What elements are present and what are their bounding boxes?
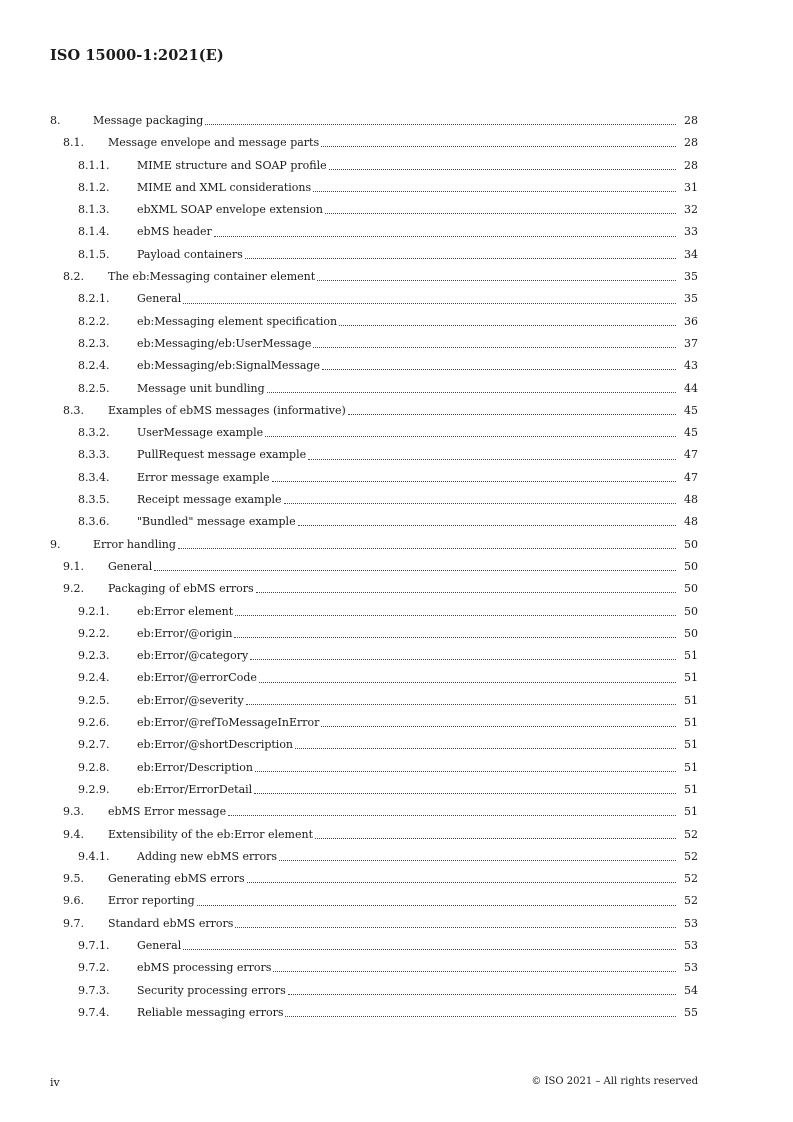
toc-entry-number: 8.3. (63, 403, 84, 417)
toc-entry-number: 8.3.5. (78, 493, 110, 507)
toc-entry-page: 53 (684, 961, 698, 975)
toc-entry-title: MIME structure and SOAP profile (137, 155, 328, 177)
toc-entry-page: 51 (684, 716, 698, 730)
page-number: iv (50, 1076, 60, 1089)
toc-entry-title: Receipt message example (137, 489, 283, 511)
dot-leader (259, 682, 676, 683)
toc-entry-number: 9.7.2. (78, 961, 110, 975)
dot-leader (295, 748, 676, 749)
dot-leader (247, 882, 676, 883)
toc-entry[interactable] (50, 601, 698, 623)
toc-entry-page: 55 (684, 1005, 698, 1019)
toc-entry[interactable] (50, 556, 698, 578)
toc-entry-page: 28 (684, 136, 698, 150)
toc-entry[interactable] (50, 868, 698, 890)
dot-leader (321, 726, 676, 727)
toc-entry[interactable] (50, 110, 698, 132)
document-header: ISO 15000-1:2021(E) (50, 47, 224, 64)
toc-entry-title: Payload containers (137, 244, 244, 266)
toc-entry-page: 53 (684, 938, 698, 952)
toc-entry-number: 9. (50, 537, 61, 551)
toc-entry-page: 45 (684, 426, 698, 440)
toc-entry-title: Examples of ebMS messages (informative) (108, 400, 347, 422)
dot-leader (205, 124, 676, 125)
toc-entry-page: 50 (684, 537, 698, 551)
toc-entry-page: 50 (684, 626, 698, 640)
toc-entry-page: 44 (684, 381, 698, 395)
dot-leader (234, 637, 676, 638)
toc-entry-page: 51 (684, 738, 698, 752)
toc-entry[interactable] (50, 957, 698, 979)
toc-entry[interactable] (50, 690, 698, 712)
toc-entry-number: 8.3.3. (78, 448, 110, 462)
toc-entry-page: 32 (684, 203, 698, 217)
dot-leader (317, 280, 676, 281)
toc-entry-title: eb:Messaging element specification (137, 311, 338, 333)
toc-entry-number: 8.2.3. (78, 336, 110, 350)
toc-entry-page: 33 (684, 225, 698, 239)
toc-entry[interactable] (50, 400, 698, 422)
toc-entry-page: 48 (684, 515, 698, 529)
toc-entry-title: UserMessage example (137, 422, 264, 444)
toc-entry-number: 8.1.1. (78, 158, 110, 172)
toc-entry-title: eb:Error element (137, 601, 234, 623)
dot-leader (273, 971, 676, 972)
toc-entry[interactable] (50, 1002, 698, 1024)
toc-entry[interactable] (50, 244, 698, 266)
toc-entry-page: 52 (684, 849, 698, 863)
dot-leader (313, 191, 676, 192)
toc-entry-title: ebMS header (137, 221, 213, 243)
toc-entry-title: Extensibility of the eb:Error element (108, 824, 314, 846)
dot-leader (214, 236, 676, 237)
toc-entry[interactable] (50, 199, 698, 221)
toc-entry[interactable] (50, 132, 698, 154)
toc-entry-number: 9.2.4. (78, 671, 110, 685)
toc-entry-title: eb:Error/@origin (137, 623, 233, 645)
toc-entry-page: 51 (684, 805, 698, 819)
toc-entry-title: The eb:Messaging container element (108, 266, 316, 288)
dot-leader (285, 1016, 676, 1017)
toc-entry-number: 9.2.5. (78, 693, 110, 707)
toc-entry-number: 8.1.2. (78, 180, 110, 194)
toc-entry-number: 8.2.5. (78, 381, 110, 395)
toc-entry[interactable] (50, 913, 698, 935)
dot-leader (329, 169, 676, 170)
toc-entry-title: Error reporting (108, 890, 196, 912)
toc-entry-page: 47 (684, 470, 698, 484)
toc-entry-title: eb:Error/Description (137, 757, 254, 779)
toc-entry-number: 8.2.2. (78, 314, 110, 328)
toc-entry[interactable] (50, 757, 698, 779)
toc-entry[interactable] (50, 378, 698, 400)
dot-leader (267, 392, 676, 393)
dot-leader (272, 481, 676, 482)
toc-entry[interactable] (50, 444, 698, 466)
toc-entry-number: 9.7.4. (78, 1005, 110, 1019)
toc-entry-page: 35 (684, 292, 698, 306)
toc-entry[interactable] (50, 734, 698, 756)
dot-leader (339, 325, 676, 326)
toc-entry-page: 52 (684, 894, 698, 908)
dot-leader (298, 525, 676, 526)
toc-entry-title: eb:Error/ErrorDetail (137, 779, 253, 801)
toc-entry-number: 9.2.6. (78, 716, 110, 730)
dot-leader (288, 994, 676, 995)
toc-entry[interactable] (50, 511, 698, 533)
toc-entry-page: 43 (684, 359, 698, 373)
toc-entry[interactable] (50, 355, 698, 377)
dot-leader (178, 548, 676, 549)
toc-entry-page: 52 (684, 827, 698, 841)
toc-entry-title: Message unit bundling (137, 378, 266, 400)
toc-entry[interactable] (50, 266, 698, 288)
toc-entry[interactable] (50, 489, 698, 511)
table-of-contents (50, 110, 698, 1024)
dot-leader (322, 369, 676, 370)
dot-leader (256, 592, 676, 593)
toc-entry-title: ebMS processing errors (137, 957, 272, 979)
toc-entry[interactable] (50, 155, 698, 177)
toc-entry-number: 8.2. (63, 270, 84, 284)
toc-entry-page: 31 (684, 180, 698, 194)
dot-leader (321, 146, 676, 147)
dot-leader (279, 860, 676, 861)
toc-entry-page: 37 (684, 336, 698, 350)
toc-entry-title: Error handling (93, 534, 177, 556)
toc-entry-page: 51 (684, 693, 698, 707)
toc-entry-page: 54 (684, 983, 698, 997)
toc-entry-number: 8.3.6. (78, 515, 110, 529)
toc-entry[interactable] (50, 534, 698, 556)
toc-entry-number: 9.2.7. (78, 738, 110, 752)
toc-entry-page: 36 (684, 314, 698, 328)
toc-entry-page: 52 (684, 872, 698, 886)
toc-entry[interactable] (50, 779, 698, 801)
toc-entry-number: 8. (50, 114, 61, 127)
toc-entry-title: eb:Error/@severity (137, 690, 245, 712)
toc-entry-page: 51 (684, 760, 698, 774)
toc-entry[interactable] (50, 667, 698, 689)
toc-entry-page: 51 (684, 649, 698, 663)
dot-leader (228, 815, 676, 816)
dot-leader (284, 503, 676, 504)
toc-entry-number: 8.1.3. (78, 203, 110, 217)
toc-entry[interactable] (50, 333, 698, 355)
toc-entry-number: 9.2.3. (78, 649, 110, 663)
toc-entry-page: 35 (684, 270, 698, 284)
toc-entry-title: PullRequest message example (137, 444, 307, 466)
toc-entry-number: 8.2.4. (78, 359, 110, 373)
toc-entry[interactable] (50, 645, 698, 667)
toc-entry-title: Security processing errors (137, 980, 287, 1002)
toc-entry-title: Message packaging (93, 110, 204, 132)
toc-entry-number: 9.4. (63, 827, 84, 841)
toc-entry[interactable] (50, 935, 698, 957)
dot-leader (348, 414, 676, 415)
copyright-notice: © ISO 2021 – All rights reserved (531, 1076, 698, 1087)
toc-entry[interactable] (50, 467, 698, 489)
toc-entry-title: "Bundled" message example (137, 511, 297, 533)
toc-entry-title: eb:Error/@category (137, 645, 249, 667)
toc-entry-page: 47 (684, 448, 698, 462)
toc-entry-number: 9.2.8. (78, 760, 110, 774)
toc-entry-page: 50 (684, 582, 698, 596)
toc-entry-page: 28 (684, 114, 698, 127)
toc-entry-title: eb:Error/@refToMessageInError (137, 712, 320, 734)
toc-entry[interactable] (50, 288, 698, 310)
dot-leader (308, 459, 676, 460)
toc-entry-number: 8.3.4. (78, 470, 110, 484)
toc-entry-title: eb:Messaging/eb:UserMessage (137, 333, 312, 355)
toc-entry-title: eb:Error/@errorCode (137, 667, 258, 689)
dot-leader (325, 213, 676, 214)
dot-leader (197, 905, 676, 906)
toc-entry-number: 8.3.2. (78, 426, 110, 440)
toc-entry[interactable] (50, 801, 698, 823)
toc-entry-number: 8.1. (63, 136, 84, 150)
toc-entry-title: ebXML SOAP envelope extension (137, 199, 324, 221)
toc-entry-number: 9.7. (63, 916, 84, 930)
dot-leader (265, 436, 676, 437)
dot-leader (255, 771, 676, 772)
toc-entry-title: ebMS Error message (108, 801, 227, 823)
dot-leader (235, 615, 676, 616)
toc-entry-title: Reliable messaging errors (137, 1002, 284, 1024)
toc-entry[interactable] (50, 311, 698, 333)
toc-entry-number: 9.2.9. (78, 782, 110, 796)
toc-entry-number: 9.2.2. (78, 626, 110, 640)
toc-entry-number: 9.7.3. (78, 983, 110, 997)
toc-entry-title: eb:Error/@shortDescription (137, 734, 294, 756)
toc-entry-page: 50 (684, 604, 698, 618)
dot-leader (313, 347, 676, 348)
toc-entry-title: General (108, 556, 153, 578)
toc-entry-title: MIME and XML considerations (137, 177, 312, 199)
toc-entry-title: General (137, 935, 182, 957)
toc-entry[interactable] (50, 980, 698, 1002)
dot-leader (235, 927, 676, 928)
toc-entry-page: 48 (684, 493, 698, 507)
dot-leader (183, 949, 676, 950)
toc-entry-title: Message envelope and message parts (108, 132, 320, 154)
toc-entry-number: 9.2.1. (78, 604, 110, 618)
toc-entry-page: 28 (684, 158, 698, 172)
toc-entry-title: Standard ebMS errors (108, 913, 234, 935)
toc-entry[interactable] (50, 177, 698, 199)
toc-entry-title: Error message example (137, 467, 271, 489)
dot-leader (315, 838, 676, 839)
toc-entry-number: 9.2. (63, 582, 84, 596)
dot-leader (254, 793, 676, 794)
dot-leader (183, 303, 676, 304)
toc-entry-number: 9.3. (63, 805, 84, 819)
toc-entry-title: eb:Messaging/eb:SignalMessage (137, 355, 321, 377)
toc-entry-title: Adding new ebMS errors (137, 846, 278, 868)
toc-entry[interactable] (50, 824, 698, 846)
toc-entry-number: 9.7.1. (78, 938, 110, 952)
toc-entry[interactable] (50, 890, 698, 912)
toc-entry-page: 51 (684, 782, 698, 796)
toc-entry-page: 34 (684, 247, 698, 261)
toc-entry-page: 50 (684, 559, 698, 573)
toc-entry[interactable] (50, 846, 698, 868)
toc-entry-number: 8.1.4. (78, 225, 110, 239)
toc-entry[interactable] (50, 221, 698, 243)
dot-leader (245, 258, 676, 259)
toc-entry-number: 9.1. (63, 559, 84, 573)
toc-entry-number: 8.2.1. (78, 292, 110, 306)
toc-entry-number: 8.1.5. (78, 247, 110, 261)
toc-entry-number: 9.4.1. (78, 849, 110, 863)
dot-leader (250, 659, 676, 660)
toc-entry-title: General (137, 288, 182, 310)
toc-entry[interactable] (50, 578, 698, 600)
toc-entry-number: 9.6. (63, 894, 84, 908)
toc-entry[interactable] (50, 712, 698, 734)
toc-entry-page: 51 (684, 671, 698, 685)
toc-entry-title: Packaging of ebMS errors (108, 578, 255, 600)
toc-entry-page: 53 (684, 916, 698, 930)
toc-entry-page: 45 (684, 403, 698, 417)
toc-entry-number: 9.5. (63, 872, 84, 886)
toc-entry[interactable] (50, 422, 698, 444)
toc-entry[interactable] (50, 623, 698, 645)
dot-leader (154, 570, 676, 571)
toc-entry-title: Generating ebMS errors (108, 868, 246, 890)
dot-leader (246, 704, 676, 705)
